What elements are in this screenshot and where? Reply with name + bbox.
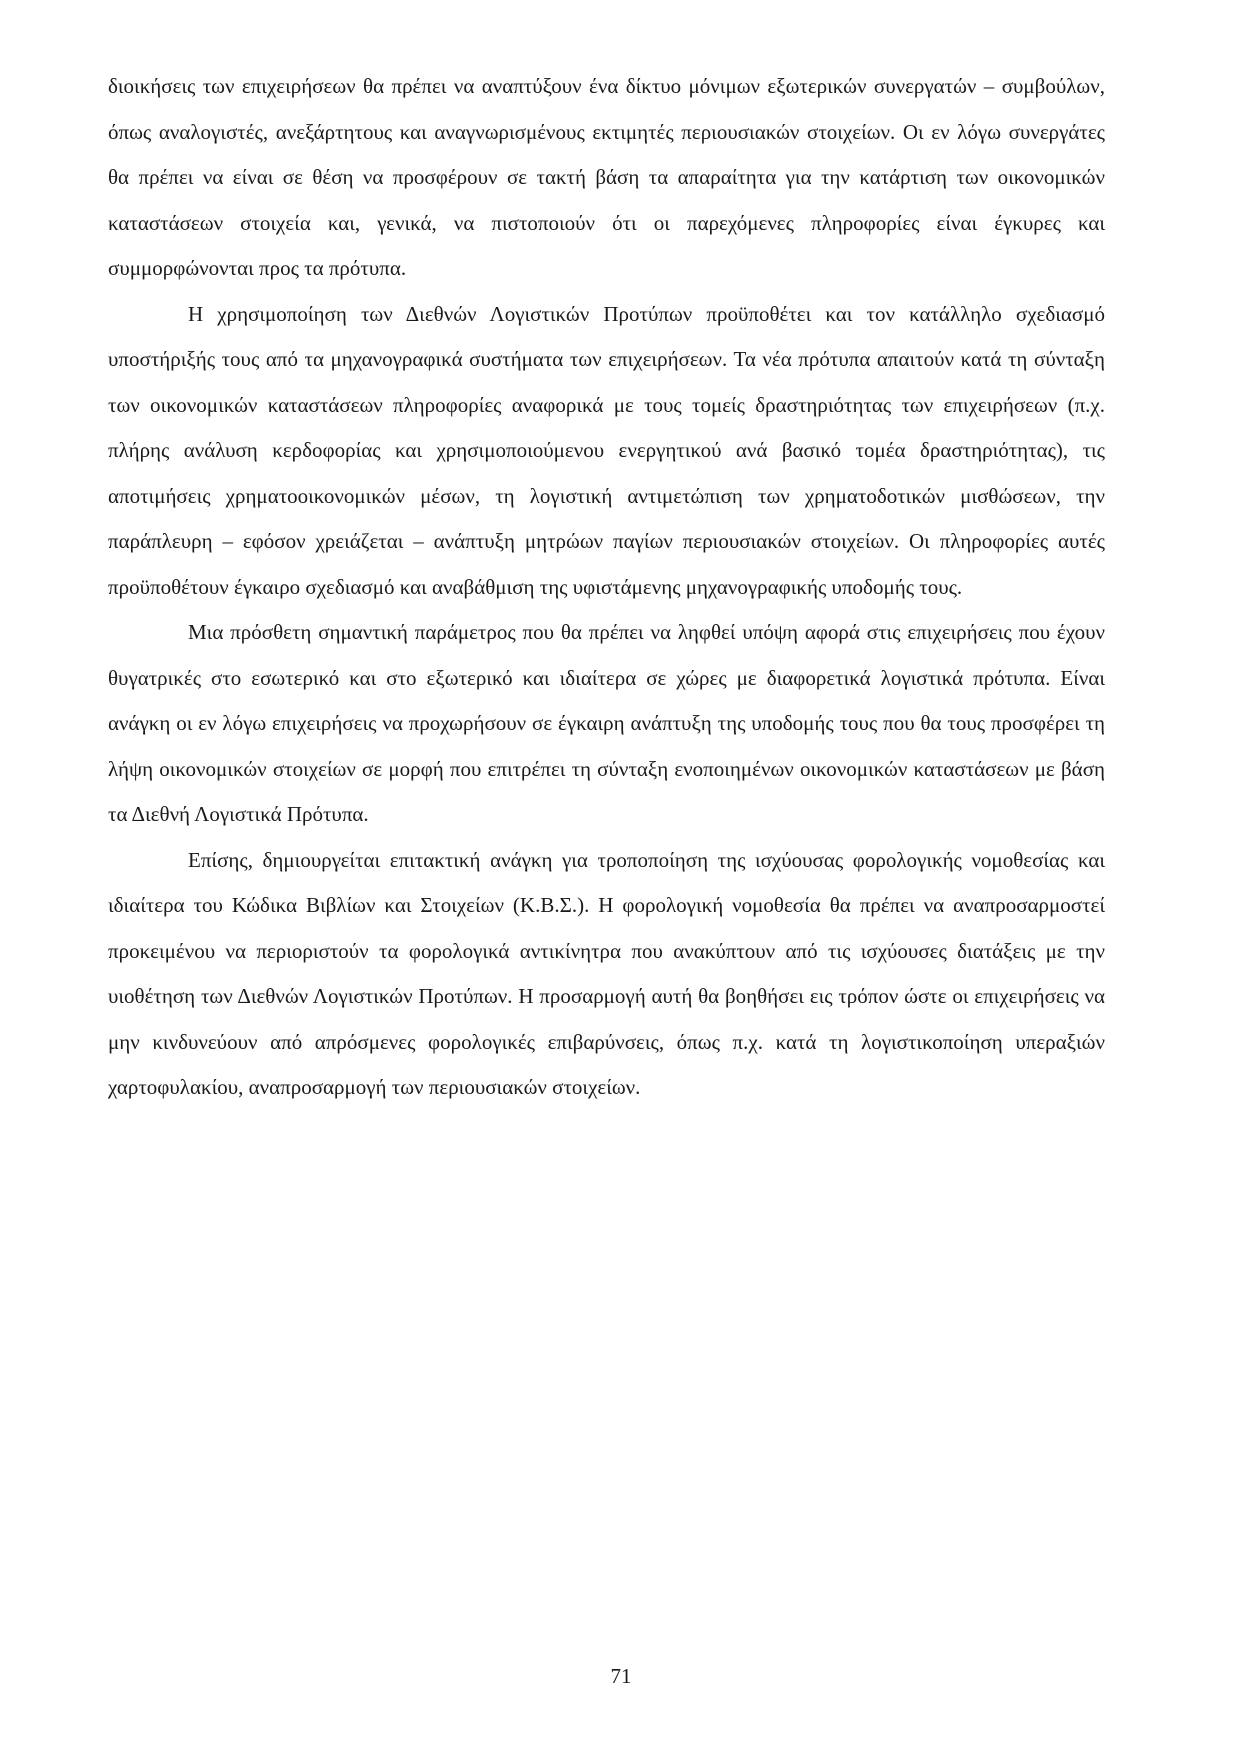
paragraph-1: διοικήσεις των επιχειρήσεων θα πρέπει να αναπτύξουν ένα δίκτυο μόνιμων εξωτερικών συνεργατών – συμβούλων, όπως αναλογιστές, ανεξάρτητους και αναγνωρισμένους εκτιμητές περιουσιακών στοιχείων. Οι εν λόγω συνεργάτες θα πρέπει να είναι σε θέση να προσφέρουν σε τακτή βάση τα απαραίτητα για την κατάρτιση των οικονομικών καταστάσεων στοιχεία και, γενικά, να πιστοποιούν ότι οι παρεχόμενες πληροφορίες είναι έγκυρες και συμμορφώνονται προς τα πρότυπα. bbox=[108, 74, 1105, 280]
paragraph-3: Μια πρόσθετη σημαντική παράμετρος που θα πρέπει να ληφθεί υπόψη αφορά στις επιχειρήσεις που έχουν θυγατρικές στο εσωτερικό και στο εξωτερικό και ιδιαίτερα σε χώρες με διαφορετικά λογιστικά πρότυπα. Είναι ανάγκη οι εν λόγω επιχειρήσεις να προχωρήσουν σε έγκαιρη ανάπτυξη της υποδομής τους που θα τους προσφέρει τη λήψη οικονομικών στοιχείων σε μορφή που επιτρέπει τη σύνταξη ενοποιημένων οικονομικών καταστάσεων με βάση τα Διεθνή Λογιστικά Πρότυπα. bbox=[108, 620, 1105, 826]
paragraph-2: Η χρησιμοποίηση των Διεθνών Λογιστικών Προτύπων προϋποθέτει και τον κατάλληλο σχεδιασμό υποστήριξής τους από τα μηχανογραφικά συστήματα των επιχειρήσεων. Τα νέα πρότυπα απαιτούν κατά τη σύνταξη των οικονομικών καταστάσεων πληροφορίες αναφορικά με τους τομείς δραστηριότητας των επιχειρήσεων (π.χ. πλήρης ανάλυση κερδοφορίας και χρησιμοποιούμενου ενεργητικού ανά βασικό τομέα δραστηριότητας), τις αποτιμήσεις χρηματοοικονομικών μέσων, τη λογιστική αντιμετώπιση των χρηματοδοτικών μισθώσεων, την παράπλευρη – εφόσον χρειάζεται – ανάπτυξη μητρώων παγίων περιουσιακών στοιχείων. Οι πληροφορίες αυτές προϋποθέτουν έγκαιρο σχεδιασμό και αναβάθμιση της υφιστάμενης μηχανογραφικής υποδομής τους. bbox=[108, 301, 1105, 599]
paragraph-4: Επίσης, δημιουργείται επιτακτική ανάγκη για τροποποίηση της ισχύουσας φορολογικής νομοθεσίας και ιδιαίτερα του Κώδικα Βιβλίων και Στοιχείων (Κ.Β.Σ.). Η φορολογική νομοθεσία θα πρέπει να αναπροσαρμοστεί προκειμένου να περιοριστούν τα φορολογικά αντικίνητρα που ανακύπτουν από τις ισχύουσες διατάξεις με την υιοθέτηση των Διεθνών Λογιστικών Προτύπων. Η προσαρμογή αυτή θα βοηθήσει εις τρόπον ώστε οι επιχειρήσεις να μην κινδυνεύουν από απρόσμενες φορολογικές επιβαρύνσεις, όπως π.χ. κατά τη λογιστικοποίηση υπεραξιών χαρτοφυλακίου, αναπροσαρμογή των περιουσιακών στοιχείων. bbox=[108, 847, 1105, 1099]
page-number: 71 bbox=[610, 1664, 632, 1688]
document-body bbox=[108, 64, 1105, 1111]
